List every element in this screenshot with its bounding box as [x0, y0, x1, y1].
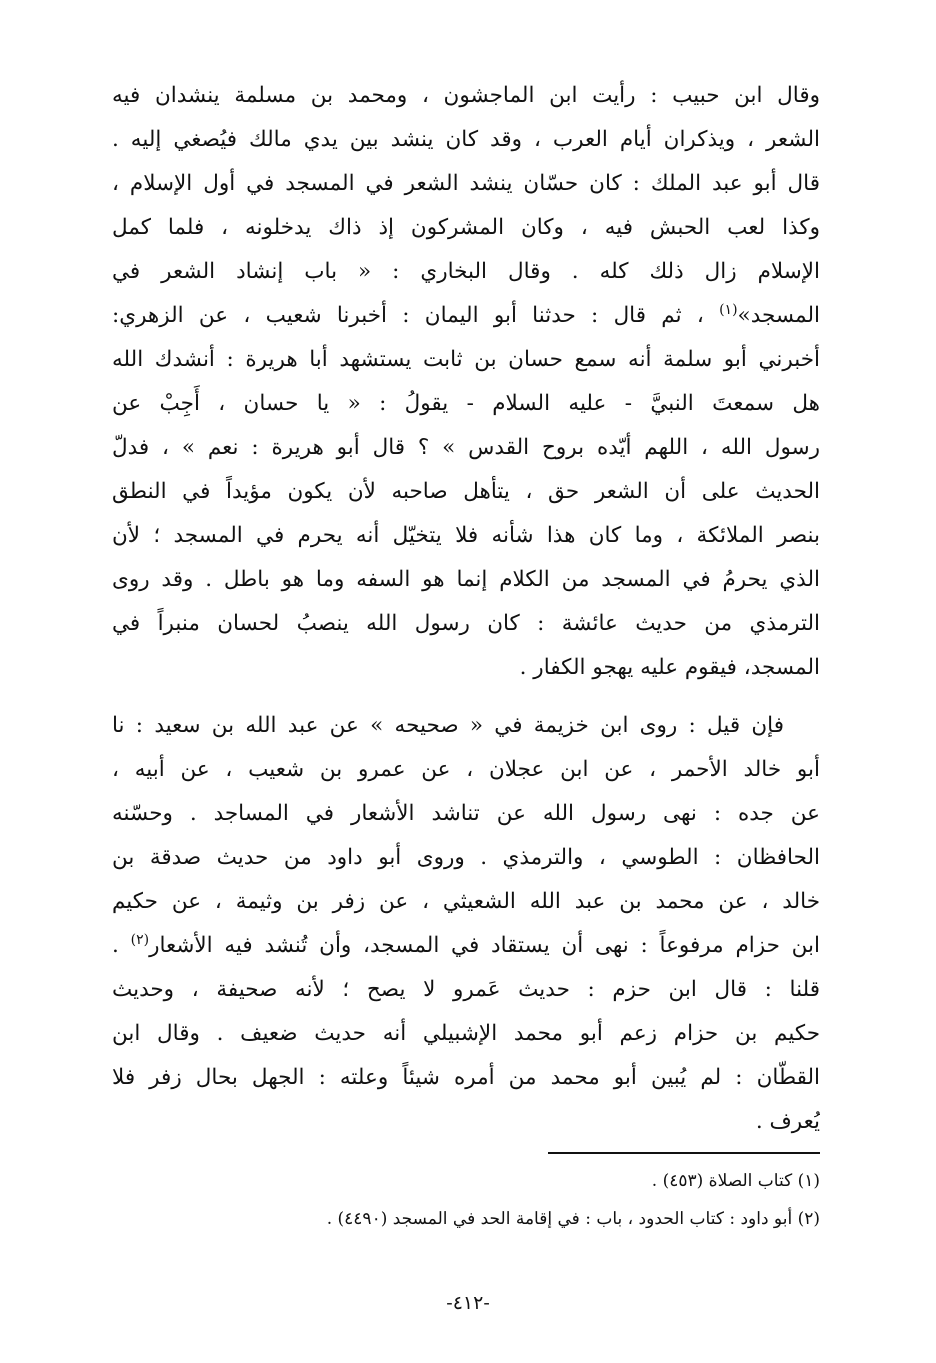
body-text — [112, 74, 820, 1144]
text-line: الشعر ، ويذكران أيام العرب ، وقد كان ينشد بين يدي مالك فيُصغي إليه . — [112, 127, 820, 152]
text-line: خالد ، عن محمد بن عبد الله الشعيثي ، عن زفر بن وثيمة ، عن حكيم — [112, 889, 820, 914]
text-line: أبو خالد الأحمر ، عن ابن عجلان ، عن عمرو بن شعيب ، عن أبيه ، — [112, 757, 820, 782]
text-line: فإن قيل : روى ابن خزيمة في « صحيحه » عن عبد الله بن سعيد : نا — [112, 713, 784, 738]
text-line: القطّان : لم يُبين أبو محمد من أمره شيئاً وعلته : الجهل بحال زفر فلا — [112, 1065, 820, 1090]
text-line: الإسلام زال ذلك كله . وقال البخاري : « باب إنشاد الشعر في — [112, 259, 820, 284]
text-line: وكذا لعب الحبش فيه ، وكان المشركون إذ ذاك يدخلونه ، فلما كمل — [112, 215, 820, 240]
footnote-1: (١) كتاب الصلاة (٤٥٣) . — [651, 1171, 820, 1191]
text-fragment: ابن حزام مرفوعاً : نهى أن يستقاد في المسجد، وأن تُنشد فيه الأشعار — [149, 933, 820, 958]
footnotes — [112, 1162, 820, 1238]
text-line: الترمذي من حديث عائشة : كان رسول الله ينصبُ لحسان منبراً في — [112, 611, 820, 636]
footnote-reference-2: (٢) — [130, 931, 150, 948]
text-line: الذي يحرمُ في المسجد من الكلام إنما هو السفه وما هو باطل . وقد روى — [112, 567, 820, 592]
text-line: أخبرني أبو سلمة أنه سمع حسان بن ثابت يستشهد أبا هريرة : أنشدك الله — [112, 347, 820, 372]
text-fragment: ، ثم قال : حدثنا أبو اليمان : أخبرنا شعيب ، عن الزهري: — [112, 303, 704, 328]
text-line: هل سمعتَ النبيَّ - عليه السلام - يقولُ : « يا حسان ، أَجِبْ عن — [112, 391, 820, 416]
text-line: بنصر الملائكة ، وما كان هذا شأنه فلا يتخيّل أنه يحرم في المسجد ؛ لأن — [112, 523, 820, 548]
text-line: الحديث على أن الشعر حق ، يتأهل صاحبه لأن يكون مؤيداً في النطق — [112, 479, 820, 504]
text-line-with-footnote-ref — [112, 924, 820, 968]
text-fragment: المسجد» — [737, 303, 820, 328]
text-line: حكيم بن حزام زعم أبو محمد الإشبيلي أنه حديث ضعيف . وقال ابن — [112, 1021, 820, 1046]
text-line: قلنا : قال ابن حزم : حديث عَمرو لا يصح ؛ لأنه صحيفة ، وحديث — [112, 977, 820, 1002]
footnote-2: (٢) أبو داود : كتاب الحدود ، باب : في إقامة الحد في المسجد (٤٤٩٠) . — [326, 1209, 820, 1229]
text-line: يُعرف . — [755, 1109, 820, 1134]
footnote-separator — [548, 1152, 820, 1154]
paragraph-1 — [112, 74, 820, 690]
text-line: المسجد، فيقوم عليه يهجو الكفار . — [519, 655, 820, 680]
text-line: عن جده : نهى رسول الله عن تناشد الأشعار في المساجد . وحسّنه — [112, 801, 820, 826]
page-number: -٤١٢- — [446, 1292, 490, 1314]
text-line: رسول الله ، اللهم أيّده بروح القدس » ؟ قال أبو هريرة : نعم » ، فدلّ — [112, 435, 820, 460]
paragraph-2 — [112, 704, 820, 1144]
text-line: وقال ابن حبيب : رأيت ابن الماجشون ، ومحمد بن مسلمة ينشدان فيه — [112, 83, 820, 108]
text-line: الحافظان : الطوسي ، والترمذي . وروى أبو داود من حديث صدقة بن — [112, 845, 820, 870]
footnote-reference-1: (١) — [719, 301, 738, 318]
text-fragment: . — [112, 933, 119, 958]
text-line: قال أبو عبد الملك : كان حسّان ينشد الشعر في المسجد في أول الإسلام ، — [112, 171, 820, 196]
text-line-with-footnote-ref — [112, 294, 820, 338]
